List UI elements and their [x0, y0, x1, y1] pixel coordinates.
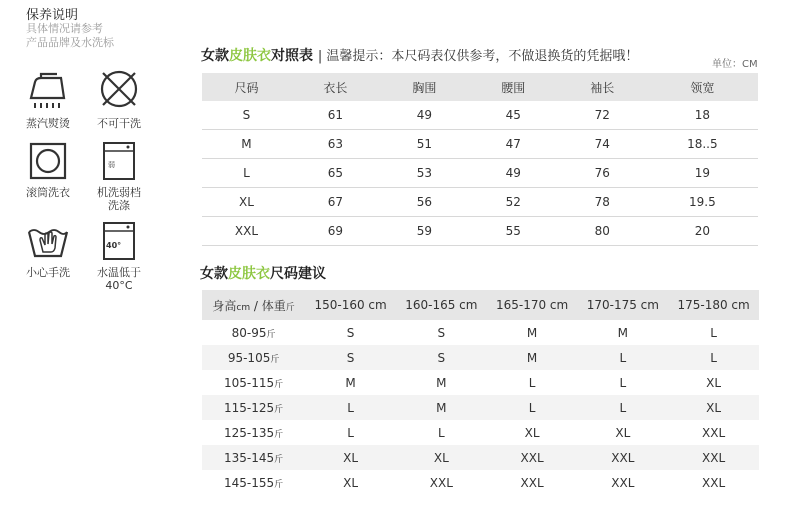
table-row: [202, 370, 759, 395]
size-suggestion-cell: M: [487, 320, 578, 345]
table-cell: 74: [558, 130, 647, 159]
no-dry-clean-label: 不可干洗: [97, 117, 141, 130]
size-suggestion-cell: XL: [487, 420, 578, 445]
table-cell: 18: [647, 101, 758, 130]
header-waist: 腰围: [469, 73, 558, 101]
table-row: [202, 345, 759, 370]
size-suggestion-cell: S: [305, 345, 396, 370]
table-cell: 53: [380, 159, 469, 188]
header-height-weight: 身高cm / 体重斤: [202, 290, 305, 320]
table-cell: 56: [380, 188, 469, 217]
size-suggestion-cell: XXL: [396, 470, 487, 495]
table-cell: S: [202, 101, 291, 130]
size-suggestion-cell: M: [487, 345, 578, 370]
table-cell: M: [202, 130, 291, 159]
size-suggestion-cell: XXL: [487, 470, 578, 495]
header-sleeve: 袖长: [558, 73, 647, 101]
table-cell: XXL: [202, 217, 291, 246]
table-cell: 18..5: [647, 130, 758, 159]
header-height-5: 175-180 cm: [668, 290, 759, 320]
table-cell: 49: [469, 159, 558, 188]
size-suggestion-cell: L: [668, 345, 759, 370]
water-temp-inner-text: 40°: [106, 241, 122, 250]
table-cell: XL: [202, 188, 291, 217]
table-row: [202, 420, 759, 445]
table-row: [202, 470, 759, 495]
header-collar: 领宽: [647, 73, 758, 101]
size-suggestion-cell: S: [396, 345, 487, 370]
table-cell: L: [202, 159, 291, 188]
rec-table-title: 女款皮肤衣尺码建议: [200, 266, 326, 282]
size-suggestion-cell: XXL: [577, 445, 668, 470]
table-cell: 72: [558, 101, 647, 130]
size-suggestion-cell: XXL: [668, 445, 759, 470]
weight-range-cell: 115-125斤: [202, 395, 305, 420]
table-cell: 80: [558, 217, 647, 246]
header-height-2: 160-165 cm: [396, 290, 487, 320]
size-suggestion-cell: XL: [668, 370, 759, 395]
water-temp-label-2: 40°C: [105, 279, 133, 292]
size-suggestion-cell: XXL: [668, 470, 759, 495]
header-size: 尺码: [202, 73, 291, 101]
table-cell: 51: [380, 130, 469, 159]
table-row: [202, 395, 759, 420]
size-suggestion-cell: XXL: [668, 420, 759, 445]
table-cell: 69: [291, 217, 380, 246]
table-cell: 47: [469, 130, 558, 159]
header-height-1: 150-160 cm: [305, 290, 396, 320]
rec-table: [202, 290, 759, 495]
water-temp-label-1: 水温低于: [97, 266, 141, 279]
steam-iron-label: 蒸汽熨烫: [26, 117, 70, 130]
table-cell: 67: [291, 188, 380, 217]
header-height-3: 165-170 cm: [487, 290, 578, 320]
table-cell: 55: [469, 217, 558, 246]
size-table-note: | 温馨提示：本尺码表仅供参考，不做退换货的凭据哦！: [317, 49, 639, 64]
no-dry-clean-icon: [98, 68, 140, 110]
size-suggestion-cell: M: [396, 395, 487, 420]
table-cell: 20: [647, 217, 758, 246]
size-suggestion-cell: L: [487, 370, 578, 395]
size-suggestion-cell: XXL: [577, 470, 668, 495]
header-height-4: 170-175 cm: [577, 290, 668, 320]
header-length: 衣长: [291, 73, 380, 101]
size-suggestion-cell: L: [396, 420, 487, 445]
table-row: [202, 445, 759, 470]
care-subtitle-1: 具体情况请参考: [26, 22, 103, 35]
gentle-wash-label-1: 机洗弱档: [97, 186, 141, 199]
size-suggestion-cell: S: [305, 320, 396, 345]
steam-iron-icon: [27, 68, 69, 110]
table-row: [202, 217, 758, 246]
table-row: [202, 188, 758, 217]
size-table-header: [202, 73, 758, 101]
table-cell: 63: [291, 130, 380, 159]
size-suggestion-cell: M: [305, 370, 396, 395]
table-row: [202, 320, 759, 345]
size-table-title: 女款皮肤衣对照表 | 温馨提示：本尺码表仅供参考，不做退换货的凭据哦！: [201, 48, 639, 64]
weight-range-cell: 145-155斤: [202, 470, 305, 495]
hand-wash-icon: [27, 218, 69, 260]
table-cell: 78: [558, 188, 647, 217]
size-suggestion-cell: XL: [668, 395, 759, 420]
table-cell: 76: [558, 159, 647, 188]
table-cell: 19: [647, 159, 758, 188]
gentle-wash-label-2: 洗涤: [108, 199, 130, 212]
tumble-wash-label: 滚筒洗衣: [26, 186, 70, 199]
gentle-machine-wash-icon: [98, 140, 140, 182]
rec-table-header: [202, 290, 759, 320]
hand-wash-label: 小心手洗: [26, 266, 70, 279]
size-suggestion-cell: L: [577, 345, 668, 370]
tumble-wash-icon: [27, 140, 69, 182]
size-suggestion-cell: M: [396, 370, 487, 395]
size-table: [202, 73, 758, 246]
weight-range-cell: 80-95斤: [202, 320, 305, 345]
size-suggestion-cell: L: [487, 395, 578, 420]
weight-range-cell: 95-105斤: [202, 345, 305, 370]
size-suggestion-cell: XL: [305, 445, 396, 470]
size-suggestion-cell: M: [577, 320, 668, 345]
gentle-wash-inner-text: 弱: [108, 161, 115, 169]
table-row: [202, 130, 758, 159]
care-title: 保养说明: [26, 8, 79, 23]
table-cell: 19.5: [647, 188, 758, 217]
size-suggestion-cell: L: [577, 395, 668, 420]
size-suggestion-cell: L: [668, 320, 759, 345]
size-suggestion-cell: L: [577, 370, 668, 395]
size-suggestion-cell: XL: [305, 470, 396, 495]
weight-range-cell: 105-115斤: [202, 370, 305, 395]
size-suggestion-cell: S: [396, 320, 487, 345]
size-suggestion-cell: XL: [577, 420, 668, 445]
weight-range-cell: 135-145斤: [202, 445, 305, 470]
header-chest: 胸围: [380, 73, 469, 101]
table-cell: 49: [380, 101, 469, 130]
table-cell: 52: [469, 188, 558, 217]
table-row: [202, 101, 758, 130]
table-cell: 45: [469, 101, 558, 130]
weight-range-cell: 125-135斤: [202, 420, 305, 445]
size-suggestion-cell: XL: [396, 445, 487, 470]
size-suggestion-cell: L: [305, 420, 396, 445]
table-cell: 59: [380, 217, 469, 246]
table-cell: 65: [291, 159, 380, 188]
size-suggestion-cell: L: [305, 395, 396, 420]
unit-label: 单位：CM: [712, 59, 758, 70]
care-subtitle-2: 产品品牌及水洗标: [26, 36, 114, 49]
size-suggestion-cell: XXL: [487, 445, 578, 470]
table-row: [202, 159, 758, 188]
table-cell: 61: [291, 101, 380, 130]
